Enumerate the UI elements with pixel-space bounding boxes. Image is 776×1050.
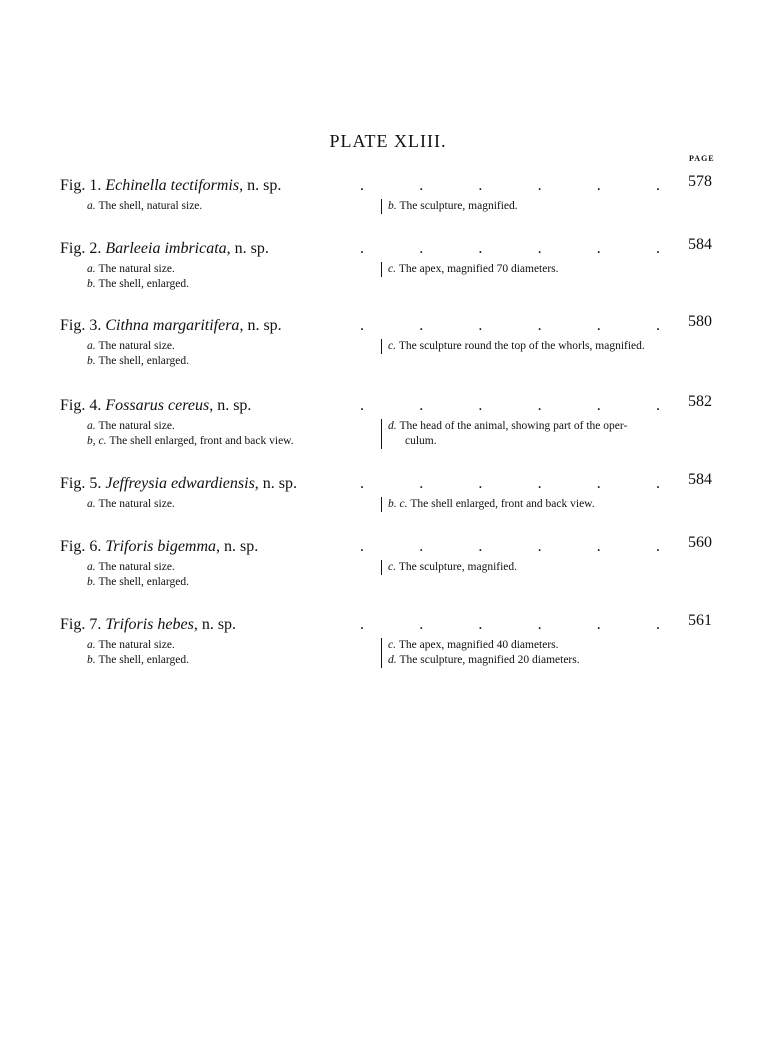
- sub-figure-caption: [388, 638, 724, 653]
- sub-figure-letter: b.: [87, 576, 99, 588]
- sub-figure-letter: b. c.: [388, 498, 411, 510]
- figure-entry: [60, 236, 720, 290]
- leader-dots: . . . . . .: [360, 538, 660, 555]
- sub-figure-text: The sculpture round the top of the whorls, magnified.: [398, 340, 645, 352]
- figure-number: Fig. 1.: [60, 177, 106, 194]
- right-captions: [381, 339, 724, 354]
- sub-figure-text: The shell enlarged, front and back view.: [109, 435, 294, 447]
- sub-figure-letter: c.: [388, 263, 399, 275]
- sub-figure-caption: [87, 434, 377, 449]
- leader-dots: . . . . . .: [360, 397, 660, 414]
- leader-dots: . . . . . .: [360, 616, 660, 633]
- figure-heading: [60, 534, 720, 560]
- figure-label: [60, 616, 236, 634]
- sub-figure-letter: c.: [388, 340, 399, 352]
- species-name: Jeffreysia edwardiensis: [105, 475, 255, 492]
- sub-figure-text: The natural size.: [98, 420, 175, 432]
- sub-figure-caption: [87, 638, 377, 653]
- sub-figure-text: The shell, enlarged.: [98, 355, 189, 367]
- right-captions: [381, 262, 724, 277]
- species-name: Triforis bigemma: [105, 538, 217, 555]
- figure-entry: [60, 393, 720, 447]
- sub-figure-caption: [87, 497, 377, 512]
- sub-figure-caption: [87, 354, 377, 369]
- figure-label: [60, 177, 281, 195]
- figure-number: Fig. 7.: [60, 616, 106, 633]
- sub-figure-text: The natural size.: [98, 263, 175, 275]
- figure-heading: [60, 471, 720, 497]
- sub-figure-text: The shell enlarged, front and back view.: [410, 498, 595, 510]
- sub-figure-caption: [388, 339, 724, 354]
- figure-number: Fig. 3.: [60, 317, 106, 334]
- leader-dots: . . . . . .: [360, 240, 660, 257]
- left-captions: [87, 638, 377, 668]
- figure-label: [60, 538, 258, 556]
- sub-figure-letter: d.: [388, 654, 400, 666]
- species-name: Echinella tectiformis: [105, 177, 240, 194]
- sub-figure-continuation: culum.: [405, 435, 437, 447]
- sub-figure-text: The shell, natural size.: [98, 200, 203, 212]
- sub-figure-letter: b.: [87, 355, 99, 367]
- sub-figure-letter: a.: [87, 498, 99, 510]
- sub-figure-text: The head of the animal, showing part of the oper-: [399, 420, 628, 432]
- sub-figure-text: The shell, enlarged.: [98, 576, 189, 588]
- page-column-heading: PAGE: [689, 154, 715, 163]
- figure-entry: [60, 534, 720, 588]
- sub-figure-caption: [87, 277, 377, 292]
- sub-figure-text: The natural size.: [98, 340, 175, 352]
- species-name: Barleeia imbricata: [105, 240, 227, 257]
- figure-entry: [60, 313, 720, 367]
- sub-figure-letter: b.: [87, 278, 99, 290]
- figure-entry: [60, 612, 720, 666]
- right-captions: [381, 560, 724, 575]
- sub-figure-letter: a.: [87, 200, 99, 212]
- page-number: 580: [688, 313, 712, 330]
- sub-figure-letter: a.: [87, 263, 99, 275]
- sub-figure-letter: a.: [87, 420, 99, 432]
- leader-dots: . . . . . .: [360, 177, 660, 194]
- plate-title: PLATE XLIII.: [329, 131, 447, 151]
- figure-label: [60, 240, 269, 258]
- page-number: 584: [688, 236, 712, 253]
- sub-figure-caption: [87, 575, 377, 590]
- left-captions: [87, 262, 377, 292]
- sub-figure-caption: [87, 199, 377, 214]
- species-suffix: , n. sp.: [254, 475, 298, 492]
- right-captions: [381, 638, 724, 668]
- page-number: 582: [688, 393, 712, 410]
- sub-figure-caption: [87, 560, 377, 575]
- page-number: 584: [688, 471, 712, 488]
- species-suffix: , n. sp.: [193, 616, 237, 633]
- sub-figure-caption: [87, 339, 377, 354]
- right-captions: [381, 497, 724, 512]
- sub-figure-caption: [388, 653, 724, 668]
- sub-figure-caption: [388, 419, 724, 434]
- figure-label: [60, 397, 251, 415]
- sub-figure-letter: b.: [87, 654, 99, 666]
- species-suffix: , n. sp.: [209, 397, 252, 414]
- left-captions: [87, 560, 377, 590]
- species-name: Triforis hebes: [105, 616, 194, 633]
- page-number: 560: [688, 534, 712, 551]
- sub-figure-caption: [388, 262, 724, 277]
- sub-figure-text: The natural size.: [98, 498, 175, 510]
- sub-figure-text: The natural size.: [98, 639, 175, 651]
- sub-figure-text: The shell, enlarged.: [98, 654, 189, 666]
- sub-figure-text: The apex, magnified 40 diameters.: [398, 639, 559, 651]
- sub-figure-text: The sculpture, magnified 20 diameters.: [399, 654, 580, 666]
- sub-figure-letter: a.: [87, 340, 99, 352]
- figure-heading: [60, 173, 720, 199]
- sub-figure-text: The natural size.: [98, 561, 175, 573]
- right-captions: [381, 199, 724, 214]
- sub-figure-text: The sculpture, magnified.: [399, 200, 518, 212]
- sub-figure-letter: a.: [87, 639, 99, 651]
- sub-figure-caption: [388, 199, 724, 214]
- figure-label: [60, 475, 297, 493]
- sub-figure-caption: [87, 653, 377, 668]
- species-suffix: , n. sp.: [226, 240, 269, 257]
- figure-entry: [60, 173, 720, 212]
- sub-figure-caption: [388, 497, 724, 512]
- sub-figure-letter: b, c.: [87, 435, 110, 447]
- sub-figure-text: The sculpture, magnified.: [398, 561, 518, 573]
- leader-dots: . . . . . .: [360, 317, 660, 334]
- figure-heading: [60, 236, 720, 262]
- sub-figure-caption: [87, 419, 377, 434]
- sub-figure-text: The apex, magnified 70 diameters.: [398, 263, 559, 275]
- figure-number: Fig. 6.: [60, 538, 106, 555]
- figure-entry: [60, 471, 720, 510]
- species-name: Cithna margaritifera: [105, 317, 240, 334]
- sub-figure-letter: c.: [388, 639, 399, 651]
- sub-figure-letter: d.: [388, 420, 400, 432]
- leader-dots: . . . . . .: [360, 475, 660, 492]
- figure-heading: [60, 612, 720, 638]
- species-suffix: , n. sp.: [216, 538, 259, 555]
- sub-figure-letter: c.: [388, 561, 399, 573]
- figure-number: Fig. 5.: [60, 475, 106, 492]
- figure-number: Fig. 4.: [60, 397, 106, 414]
- left-captions: [87, 419, 377, 449]
- left-captions: [87, 339, 377, 369]
- figure-heading: [60, 393, 720, 419]
- sub-figure-caption: [87, 262, 377, 277]
- left-captions: [87, 199, 377, 214]
- figure-heading: [60, 313, 720, 339]
- page-number: 578: [688, 173, 712, 190]
- figure-number: Fig. 2.: [60, 240, 106, 257]
- sub-figure-text: The shell, enlarged.: [98, 278, 189, 290]
- sub-figure-letter: a.: [87, 561, 99, 573]
- sub-figure-letter: b.: [388, 200, 400, 212]
- figure-label: [60, 317, 282, 335]
- sub-figure-caption: [388, 560, 724, 575]
- page-number: 561: [688, 612, 712, 629]
- left-captions: [87, 497, 377, 512]
- species-suffix: , n. sp.: [239, 177, 282, 194]
- species-name: Fossarus cereus: [105, 397, 210, 414]
- right-captions: [381, 419, 724, 449]
- species-suffix: , n. sp.: [239, 317, 282, 334]
